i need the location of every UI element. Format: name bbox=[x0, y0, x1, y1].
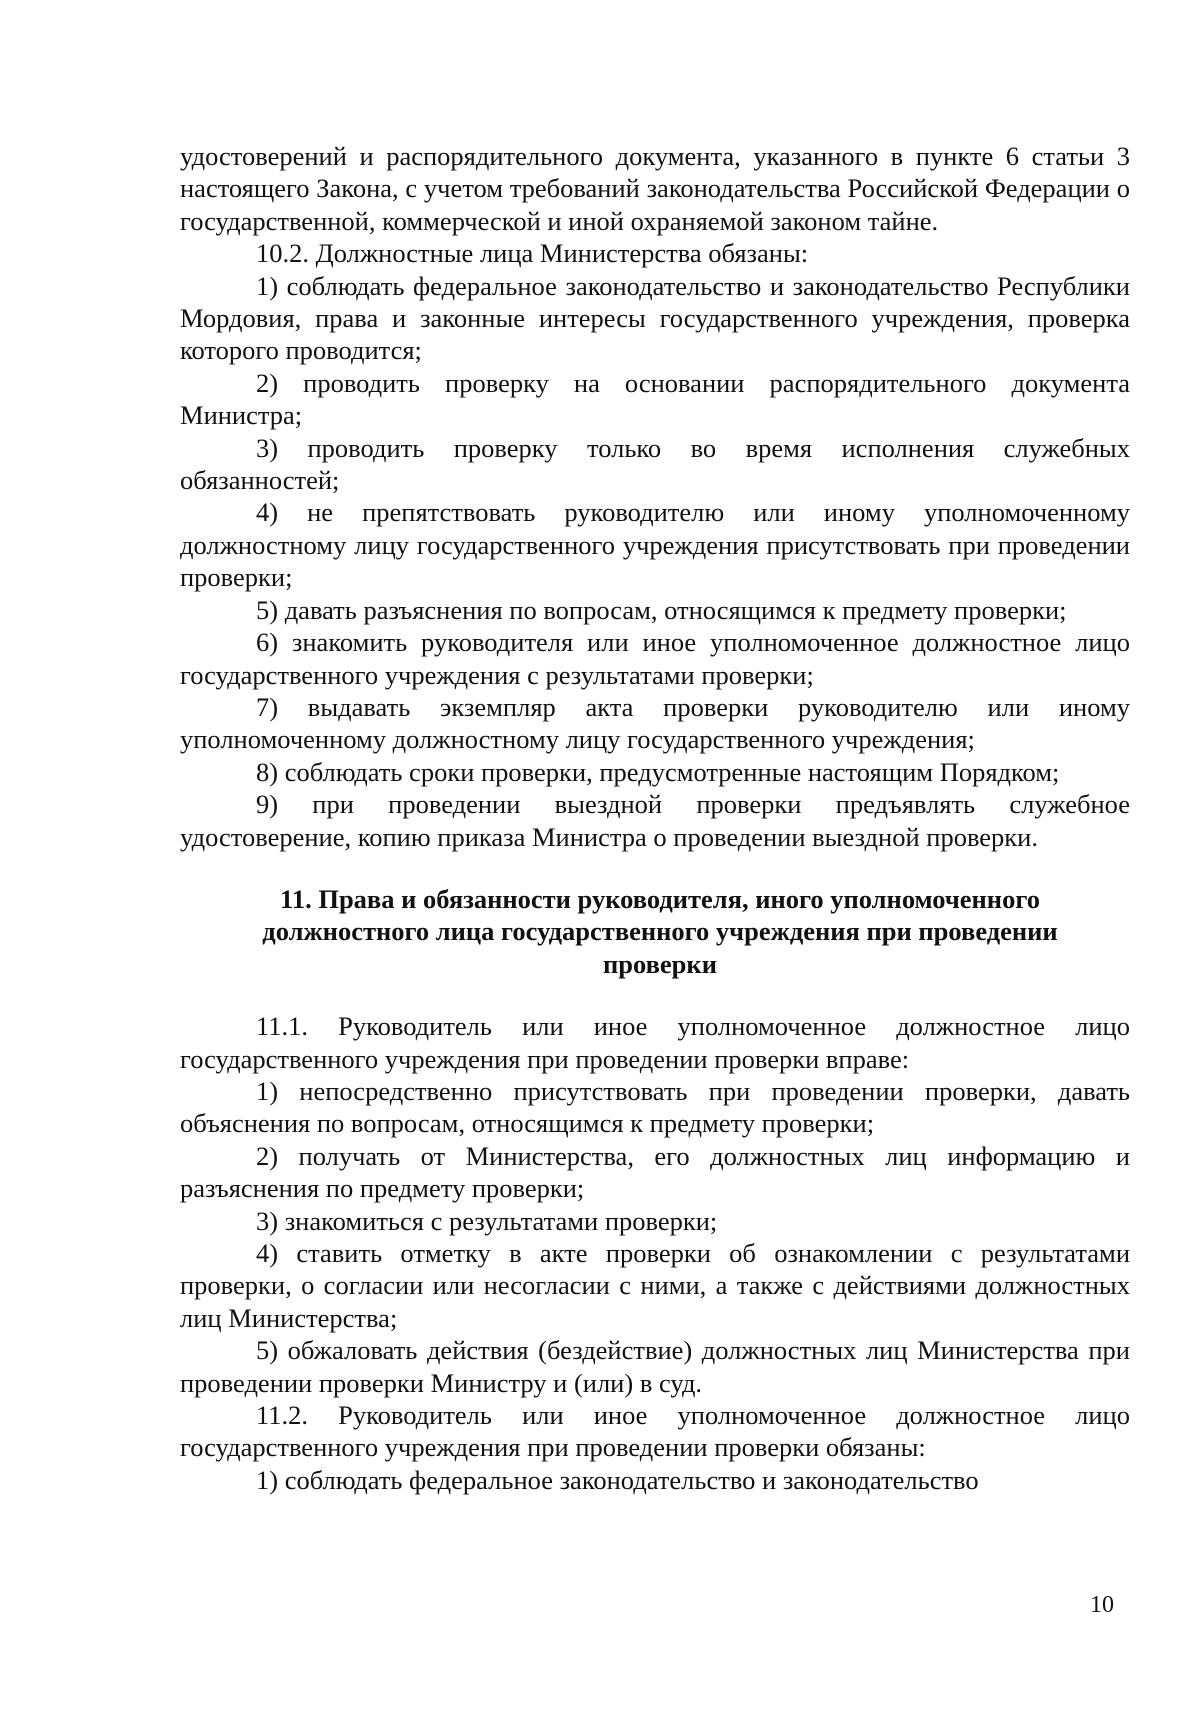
paragraph: 5) давать разъяснения по вопросам, относящимся к предмету проверки; bbox=[256, 594, 1067, 625]
paragraph: 2) проводить проверку на основании распорядительного документа Министра; bbox=[180, 367, 1130, 431]
section-11-heading bbox=[180, 883, 1130, 980]
heading-line: должностного лица государственного учреждения при проведении bbox=[262, 916, 1058, 947]
paragraph: 4) не препятствовать руководителю или иному уполномоченному должностному лицу государственного учреждения присутствовать при проведении проверки; bbox=[180, 497, 1130, 593]
heading-line: 11. Права и обязанности руководителя, иного уполномоченного bbox=[280, 883, 1040, 914]
heading-line: проверки bbox=[603, 948, 717, 979]
paragraph: 3) знакомиться с результатами проверки; bbox=[256, 1205, 718, 1236]
spacer bbox=[180, 853, 1130, 883]
paragraph: 1) соблюдать федеральное законодательство и законодательство Республики Мордовия, права и законные интересы государственного учреждения, проверка которого проводится; bbox=[180, 270, 1130, 366]
page-number: 10 bbox=[1090, 1592, 1114, 1618]
paragraph: 1) непосредственно присутствовать при проведении проверки, давать объяснения по вопросам, относящимся к предмету проверки; bbox=[180, 1075, 1130, 1139]
section-10-body bbox=[180, 140, 1130, 853]
paragraph: 3) проводить проверку только во время исполнения служебных обязанностей; bbox=[180, 432, 1130, 496]
paragraph: 10.2. Должностные лица Министерства обязаны: bbox=[256, 238, 809, 269]
paragraph: 11.1. Руководитель или иное уполномоченное должностное лицо государственного учреждения при проведении проверки вправе: bbox=[180, 1011, 1130, 1074]
paragraph: 6) знакомить руководителя или иное уполномоченное должностное лицо государственного учреждения с результатами проверки; bbox=[180, 627, 1130, 690]
section-11-body bbox=[180, 1010, 1130, 1496]
paragraph: 9) при проведении выездной проверки предъявлять служебное удостоверение, копию приказа Министра о проведении выездной проверки. bbox=[180, 789, 1130, 852]
paragraph: 7) выдавать экземпляр акта проверки руководителю или иному уполномоченному должностному лицу государственного учреждения; bbox=[180, 691, 1130, 755]
paragraph: 4) ставить отметку в акте проверки об ознакомлении с результатами проверки, о согласии или несогласии с ними, а также с действиями должностных лиц Министерства; bbox=[180, 1238, 1130, 1333]
paragraph: 8) соблюдать сроки проверки, предусмотренные настоящим Порядком; bbox=[256, 756, 1060, 787]
document-page bbox=[180, 140, 1130, 1496]
paragraph: 1) соблюдать федеральное законодательство и законодательство bbox=[256, 1464, 979, 1495]
paragraph: 2) получать от Министерства, его должностных лиц информацию и разъяснения по предмету проверки; bbox=[180, 1140, 1130, 1204]
paragraph: 11.2. Руководитель или иное уполномоченное должностное лицо государственного учреждения при проведении проверки обязаны: bbox=[180, 1400, 1130, 1463]
paragraph: 5) обжаловать действия (бездействие) должностных лиц Министерства при проведении проверки Министру и (или) в суд. bbox=[180, 1335, 1130, 1398]
spacer bbox=[180, 980, 1130, 1010]
paragraph: удостоверений и распорядительного документа, указанного в пункте 6 статьи 3 настоящего Закона, с учетом требований законодательства Российской Федерации о государственной, коммерческой и иной охраняемой законом тайне. bbox=[180, 141, 1130, 236]
